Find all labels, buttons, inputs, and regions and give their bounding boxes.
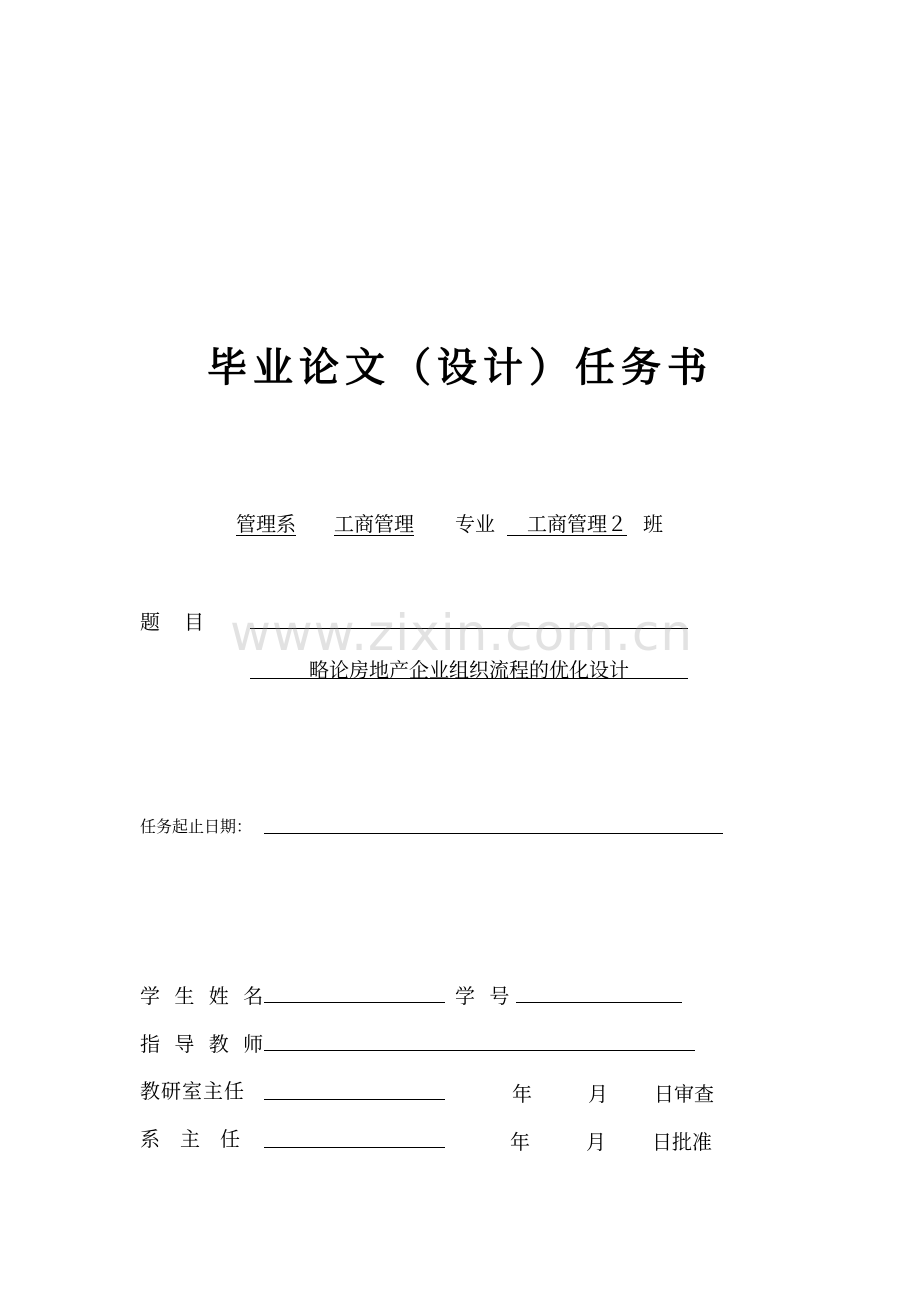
class-value: 工商管理２ <box>527 512 627 536</box>
topic-value: 略论房地产企业组织流程的优化设计 <box>309 658 629 682</box>
major-label: 专业 <box>455 512 495 536</box>
student-name-label: 学 生 姓 名 <box>140 984 268 1008</box>
review-day: 日审查 <box>654 1082 714 1106</box>
director-label: 教研室主任 <box>140 1079 245 1103</box>
advisor-underline <box>264 1050 695 1051</box>
advisor-label: 指 导 教 师 <box>140 1032 268 1056</box>
student-id-underline <box>516 1002 682 1003</box>
dept-head-underline <box>264 1147 445 1148</box>
review-year: 年 <box>512 1082 532 1106</box>
topic-label: 题 目 <box>140 610 206 634</box>
approve-day: 日批准 <box>652 1130 712 1154</box>
task-dates-label: 任务起止日期： <box>140 817 253 836</box>
approve-month: 月 <box>586 1130 606 1154</box>
student-id-label: 学 号 <box>455 984 514 1008</box>
director-underline <box>264 1099 445 1100</box>
department-value: 管理系 <box>236 512 296 536</box>
document-title: 毕业论文（设计）任务书 <box>207 345 713 391</box>
review-month: 月 <box>588 1082 608 1106</box>
watermark: www.zixin.com.cn <box>230 604 694 662</box>
task-dates-underline <box>264 833 723 834</box>
class-label: 班 <box>643 512 663 536</box>
dept-head-label: 系 主 任 <box>140 1127 240 1151</box>
major-value: 工商管理 <box>334 512 414 536</box>
student-name-underline <box>264 1002 445 1003</box>
topic-underline-2 <box>250 678 688 679</box>
approve-year: 年 <box>510 1130 530 1154</box>
